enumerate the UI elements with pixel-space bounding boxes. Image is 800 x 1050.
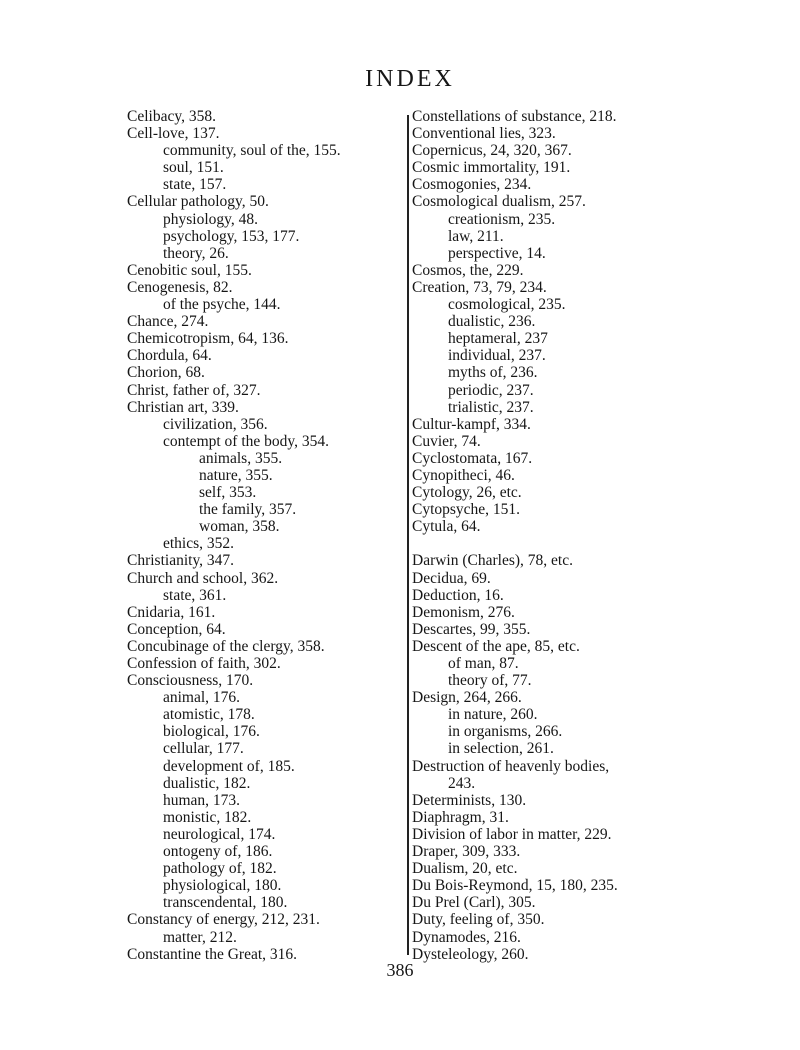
index-entry: Cytology, 26, etc. <box>412 484 522 502</box>
index-subentry: state, 157. <box>163 176 227 194</box>
index-subentry: community, soul of the, 155. <box>163 142 341 160</box>
index-entry: Destruction of heavenly bodies, <box>412 757 610 775</box>
index-entry: Dysteleology, 260. <box>412 945 529 963</box>
index-entry: Conception, 64. <box>127 620 226 638</box>
index-subentry: heptameral, 237 <box>448 330 548 348</box>
index-subentry: creationism, 235. <box>448 210 556 228</box>
index-entry: Cell-love, 137. <box>127 125 220 143</box>
index-subentry: transcendental, 180. <box>163 894 288 912</box>
index-entry: Cnidaria, 161. <box>127 603 216 621</box>
index-subentry: of man, 87. <box>448 655 519 672</box>
index-entry: Du Prel (Carl), 305. <box>412 894 536 912</box>
index-entry: Church and school, 362. <box>127 569 279 587</box>
index-subentry: human, 173. <box>163 791 241 809</box>
index-entry: Dualism, 20, etc. <box>412 860 518 878</box>
index-entry: Conventional lies, 323. <box>412 125 556 143</box>
index-subentry: trialistic, 237. <box>448 398 534 416</box>
index-subentry: pathology of, 182. <box>163 860 277 878</box>
index-column-left <box>127 108 407 963</box>
index-entry: Chordula, 64. <box>127 347 212 365</box>
index-subentry: self, 353. <box>199 484 257 502</box>
index-entry: Christianity, 347. <box>127 552 235 570</box>
index-entry: Constellations of substance, 218. <box>412 108 617 125</box>
column-divider <box>407 115 409 955</box>
index-subentry: 243. <box>448 774 476 792</box>
index-subentry: in nature, 260. <box>448 706 538 724</box>
index-entry: Cenogenesis, 82. <box>127 278 233 296</box>
index-subentry: atomistic, 178. <box>163 706 255 724</box>
index-entry: Draper, 309, 333. <box>412 843 521 861</box>
index-entry: Copernicus, 24, 320, 367. <box>412 142 572 160</box>
index-subentry: in selection, 261. <box>448 740 554 758</box>
index-entry: Descent of the ape, 85, etc. <box>412 637 580 655</box>
index-entry: Constancy of energy, 212, 231. <box>127 911 320 929</box>
index-entry: Cosmogonies, 234. <box>412 176 532 194</box>
index-entry: Celibacy, 358. <box>127 108 216 125</box>
index-subentry: dualistic, 182. <box>163 774 251 792</box>
index-entry: Cytopsyche, 151. <box>412 501 521 519</box>
index-entry: Christ, father of, 327. <box>127 381 261 399</box>
index-entry: Cynopitheci, 46. <box>412 466 515 484</box>
index-entry: Decidua, 69. <box>412 569 491 587</box>
index-subentry: myths of, 236. <box>448 364 538 382</box>
index-entry: Cyclostomata, 167. <box>412 449 533 467</box>
index-subentry: theory of, 77. <box>448 672 532 690</box>
index-entry: Demonism, 276. <box>412 603 515 621</box>
index-subentry: physiology, 48. <box>163 210 259 228</box>
index-entry: Du Bois-Reymond, 15, 180, 235. <box>412 877 618 895</box>
index-subentry: perspective, 14. <box>448 244 546 262</box>
index-subentry: law, 211. <box>448 227 504 245</box>
index-subentry: contempt of the body, 354. <box>163 432 330 450</box>
index-subentry: cosmological, 235. <box>448 296 566 314</box>
index-entry: Chance, 274. <box>127 313 209 331</box>
index-subentry: in organisms, 266. <box>448 723 563 741</box>
index-subentry: development of, 185. <box>163 757 295 775</box>
index-subentry: nature, 355. <box>199 466 273 484</box>
index-entry: Duty, feeling of, 350. <box>412 911 545 929</box>
index-subentry: periodic, 237. <box>448 381 534 399</box>
index-entry: Confession of faith, 302. <box>127 655 281 672</box>
index-subentry: individual, 237. <box>448 347 546 365</box>
index-subentry: the family, 357. <box>199 501 297 519</box>
index-entry: Darwin (Charles), 78, etc. <box>412 552 573 570</box>
index-entry: Cosmic immortality, 191. <box>412 159 571 177</box>
index-entry: Cuvier, 74. <box>412 432 481 450</box>
index-column-right <box>412 108 712 963</box>
index-entry: Chemicotropism, 64, 136. <box>127 330 289 348</box>
index-entry: Cytula, 64. <box>412 518 481 536</box>
index-entry: Creation, 73, 79, 234. <box>412 278 547 296</box>
index-entry: Consciousness, 170. <box>127 672 254 690</box>
page-title: INDEX <box>365 66 455 92</box>
index-entry: Cellular pathology, 50. <box>127 193 269 211</box>
index-entry: Determinists, 130. <box>412 791 527 809</box>
index-entry: Christian art, 339. <box>127 398 239 416</box>
section-gap <box>412 535 712 552</box>
index-entry: Diaphragm, 31. <box>412 808 509 826</box>
index-subentry: dualistic, 236. <box>448 313 536 331</box>
index-entry: Cultur-kampf, 334. <box>412 415 531 433</box>
index-entry: Cenobitic soul, 155. <box>127 261 252 279</box>
index-entry: Deduction, 16. <box>412 586 504 604</box>
index-subentry: civilization, 356. <box>163 415 268 433</box>
index-subentry: cellular, 177. <box>163 740 244 758</box>
index-subentry: physiological, 180. <box>163 877 282 895</box>
index-subentry: theory, 26. <box>163 244 229 262</box>
index-entry: Chorion, 68. <box>127 364 205 382</box>
index-subentry: soul, 151. <box>163 159 224 177</box>
index-entry: Constantine the Great, 316. <box>127 945 298 963</box>
index-entry: Design, 264, 266. <box>412 689 522 707</box>
index-subentry: state, 361. <box>163 586 227 604</box>
index-entry: Dynamodes, 216. <box>412 928 521 946</box>
index-entry: Concubinage of the clergy, 358. <box>127 637 325 655</box>
index-subentry: animal, 176. <box>163 689 241 707</box>
index-entry: Cosmos, the, 229. <box>412 261 524 279</box>
index-subentry: of the psyche, 144. <box>163 296 281 314</box>
index-subentry: biological, 176. <box>163 723 260 741</box>
page-number: 386 <box>386 960 414 980</box>
index-subentry: woman, 358. <box>199 518 280 536</box>
index-subentry: ethics, 352. <box>163 535 235 553</box>
index-subentry: neurological, 174. <box>163 825 276 843</box>
index-entry: Division of labor in matter, 229. <box>412 825 612 843</box>
index-subentry: monistic, 182. <box>163 808 252 826</box>
index-subentry: matter, 212. <box>163 928 237 946</box>
index-subentry: ontogeny of, 186. <box>163 843 273 861</box>
index-entry: Descartes, 99, 355. <box>412 620 531 638</box>
index-subentry: psychology, 153, 177. <box>163 227 300 245</box>
index-entry: Cosmological dualism, 257. <box>412 193 586 211</box>
index-subentry: animals, 355. <box>199 449 283 467</box>
